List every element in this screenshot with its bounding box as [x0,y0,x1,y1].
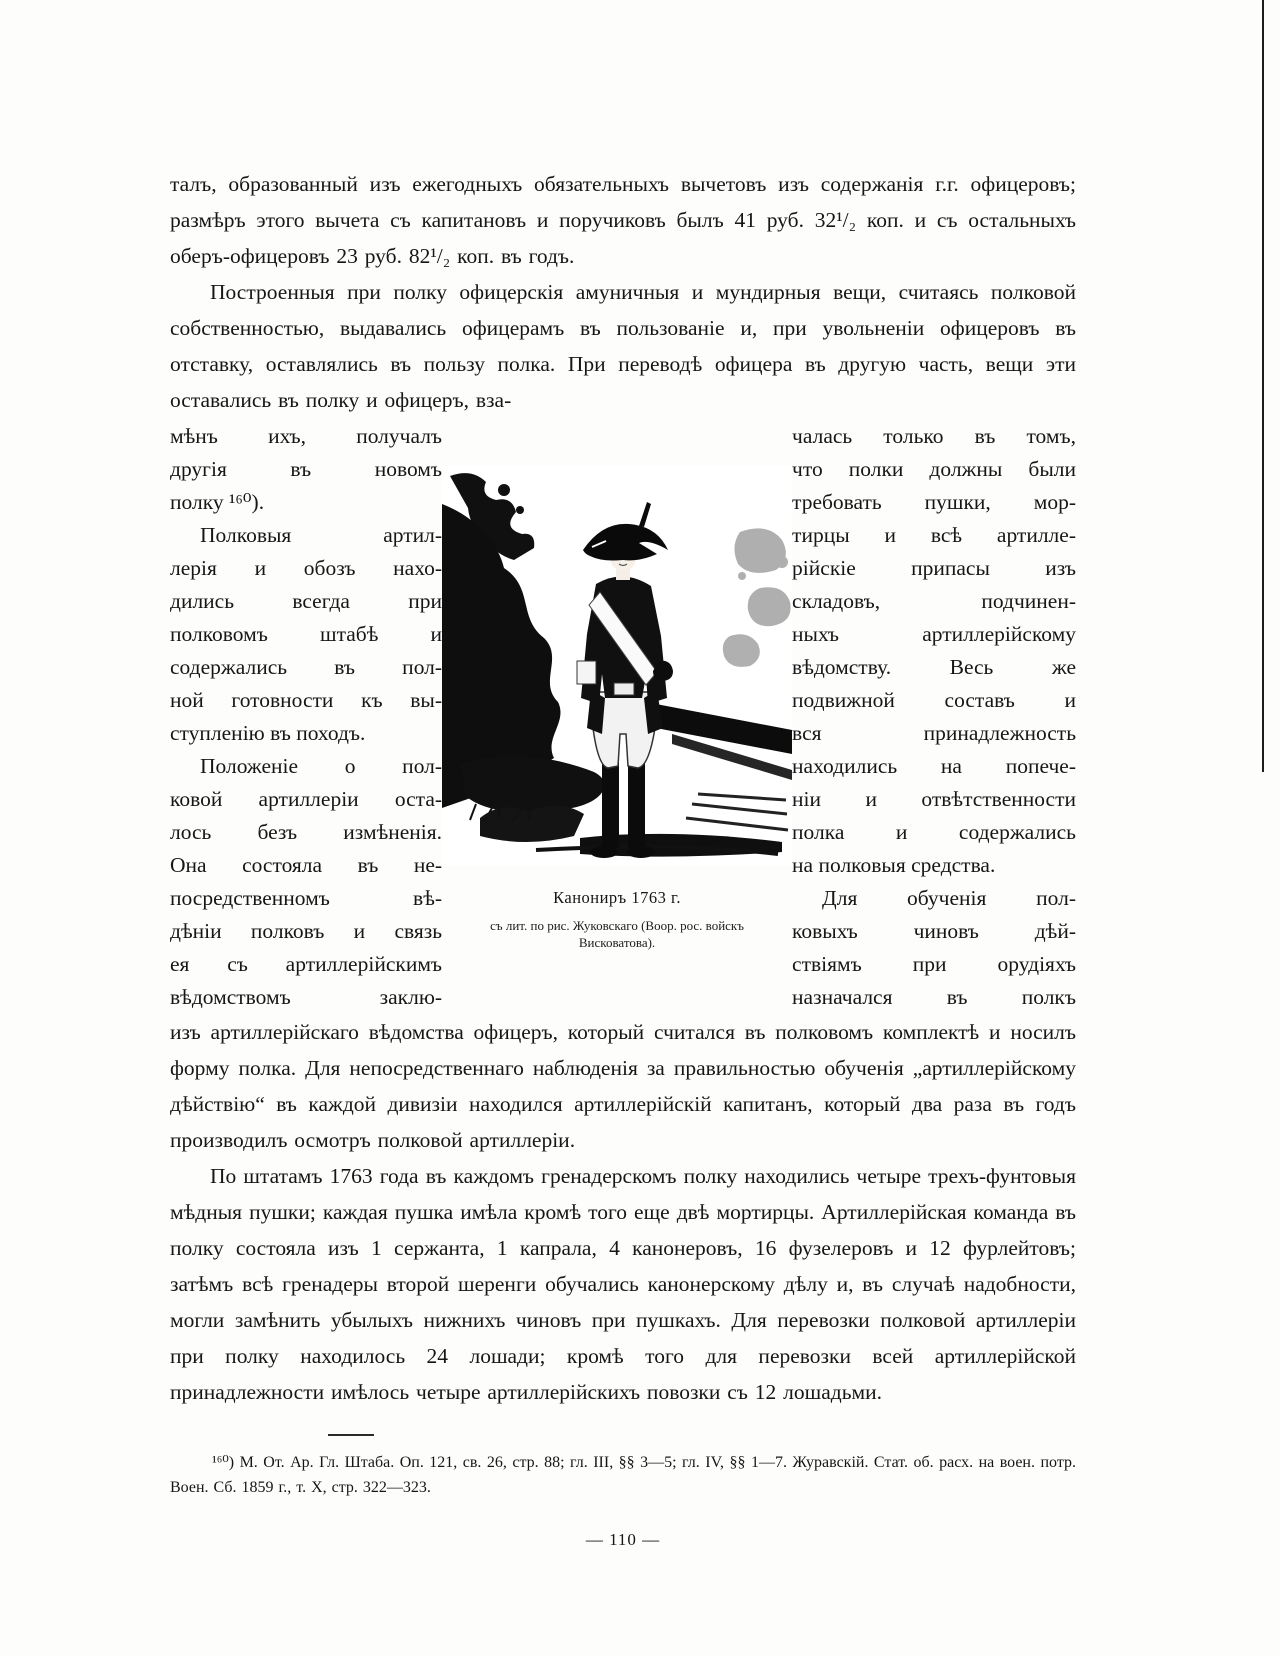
paragraph-officer-items: Построенныя при полку офицерскія амуничныя и мундирныя вещи, считаясь полковой собственностью, выдавались офицерамъ въ пользованіе и, при увольненіи офицеровъ въ отставку, оставлялись въ пользу полка. При переводѣ офицера въ другую часть, вещи эти оставались въ полку и офицеръ, вза- [170,280,1076,412]
text-line: Она состояла въ не- [170,853,443,877]
cannoneer-figure [442,420,792,1014]
text-line: Полковыя артил- [200,523,443,547]
cannoneer-illustration [442,466,792,866]
paragraph-artillery-officer: изъ артиллерійскаго вѣдомства офицеръ, который считался въ полковомъ комплектѣ и носилъ форму полка. Для непосредственнаго наблюденія за правильностью обученія „артиллерійскому дѣйствію“ въ каждой дивизіи находился артиллерійскій капитанъ, который два раза въ годъ производилъ осмотръ полковой артиллеріи. [170,1020,1076,1152]
text-line: ковыхъ чиновъ дѣй- [792,919,1076,943]
paragraph-capital-deductions: талъ, образованный изъ ежегодныхъ обязательныхъ вычетовъ изъ содержанія г.г. офицеровъ; размѣръ этого вычета съ капитановъ и поручиковъ былъ 41 руб. 32¹/₂ коп. и съ остальныхъ оберъ-офицеровъ 23 руб. 82¹/₂ коп. въ годъ. [170,172,1076,268]
text-line: посредственномъ вѣ- [170,886,443,910]
paragraph-1763-staffing: По штатамъ 1763 года въ каждомъ гренадерскомъ полку находились четыре трехъ-фунтовыя мѣдныя пушки; каждая пушка имѣла кромѣ того еще двѣ мортирцы. Артиллерійская команда въ полку состояла изъ 1 сержанта, 1 капрала, 4 канонеровъ, 16 фузелеровъ и 12 фурлейтовъ; затѣмъ всѣ гренадеры второй шеренги обучались канонерскому дѣлу и, въ случаѣ надобности, могли замѣнить убылыхъ нижнихъ чиновъ при пушкахъ. Для перевозки полковой артиллеріи при полку находилось 24 лошади; кромѣ того для перевозки всей артиллерійской принадлежности имѣлось четыре артиллерійскихъ повозки съ 12 лошадьми. [170,1164,1076,1404]
text-line: ступленію въ походъ. [170,721,366,745]
figure-caption-source-line: Висковатова). [578,935,656,950]
text-column-left [170,420,442,1014]
text-line: полка и содержались [792,820,1076,844]
text-line: Для обученія пол- [822,886,1076,910]
text-line: тирцы и всѣ артилле- [792,523,1076,547]
text-line: ствіямъ при орудіяхъ [792,952,1076,976]
text-line: вѣдомству. Весь же [792,655,1076,679]
text-line: дѣніи полковъ и связь [170,919,443,943]
text-line: другія въ новомъ [170,457,443,481]
figure-caption [490,866,744,951]
text-line: чалась только въ томъ, [792,424,1076,448]
figure-caption-source-line: съ лит. по рис. Жуковскаго (Воор. рос. войскъ [490,918,744,933]
text-line: лерія и обозъ нахо- [170,556,443,580]
text-line: ныхъ артиллерійскому [792,622,1076,646]
text-line: полку ¹⁶⁰). [170,490,265,514]
text-line: мѣнъ ихъ, получалъ [170,424,443,448]
text-line: вся принадлежность [792,721,1076,745]
figure-caption-source [490,917,744,951]
footnote-rule [328,1434,374,1436]
text-line: ковой артиллеріи оста- [170,787,443,811]
text-line: ной готовности къ вы- [170,688,443,712]
figure-text-row [170,420,1076,1014]
figure-caption-title: Канониръ 1763 г. [553,888,681,907]
text-line: дились всегда при [170,589,443,613]
text-line: требовать пушки, мор- [792,490,1076,514]
text-line: вѣдомствомъ заклю- [170,985,443,1009]
page-number: — 110 — [585,1530,661,1549]
text-line: содержались въ пол- [170,655,443,679]
text-line: на полковыя средства. [792,853,996,877]
footnote: ¹⁶⁰) М. От. Ар. Гл. Штаба. Оп. 121, св. 26, стр. 88; гл. III, §§ 3—5; гл. IV, §§ 1—7. Журавскій. Стат. об. расх. на воен. потр. Воен. Сб. 1859 г., т. X, стр. 322—323. [170,1454,1076,1496]
text-line: полковомъ штабѣ и [170,622,443,646]
text-column-right [792,420,1076,1014]
text-line: ніи и отвѣтственности [792,787,1076,811]
text-line: назначался въ полкъ [792,985,1076,1009]
text-line: находились на попече- [792,754,1076,778]
text-line: складовъ, подчинен- [792,589,1076,613]
text-line: Положеніе о пол- [200,754,443,778]
text-line: подвижной составъ и [792,688,1076,712]
page-content [170,166,1076,1550]
text-line: рійскіе припасы изъ [792,556,1076,580]
text-line: что полки должны были [792,457,1076,481]
text-line: лось безъ измѣненія. [170,820,443,844]
text-line: ея съ артиллерійскимъ [170,952,443,976]
scan-artifact-line [1262,0,1264,772]
